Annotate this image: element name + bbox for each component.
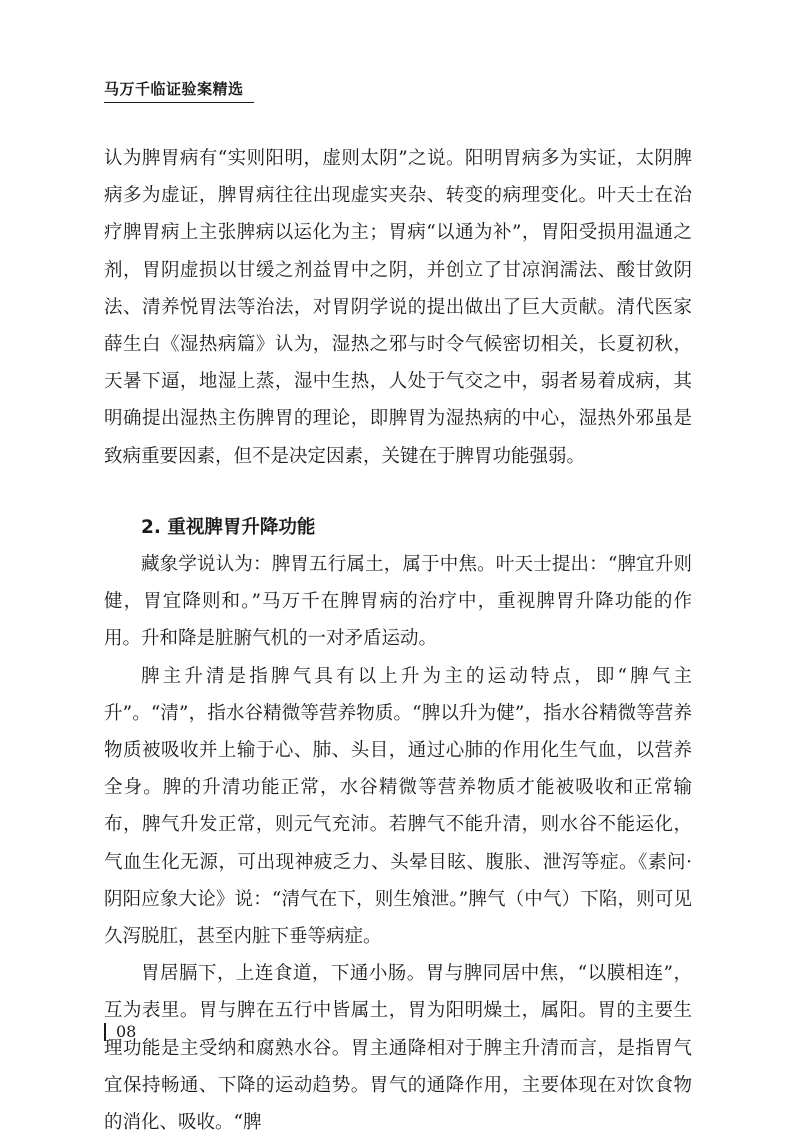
- page-body: [104, 140, 692, 1141]
- running-head-book-title: 马万千临证验案精选: [104, 78, 254, 103]
- paragraph-continued: 认为脾胃病有“实则阳明，虚则太阴”之说。阳明胃病多为实证，太阴脾病多为虚证，脾胃病往往出现虚实夹杂、转变的病理变化。叶天士在治疗脾胃病上主张脾病以运化为主；胃病“以通为补”，胃阳受损用温通之剂，胃阴虚损以甘缓之剂益胃中之阴，并创立了甘凉润濡法、酸甘敛阴法、清养悦胃法等治法，对胃阴学说的提出做出了巨大贡献。清代医家薛生白《湿热病篇》认为，湿热之邪与时令气候密切相关，长夏初秋，天暑下逼，地湿上蒸，湿中生热，人处于气交之中，弱者易着成病，其明确提出湿热主伤脾胃的理论，即脾胃为湿热病的中心，湿热外邪虽是致病重要因素，但不是决定因素，关键在于脾胃功能强弱。: [104, 148, 692, 467]
- paragraph-spleen-ascending: 脾主升清是指脾气具有以上升为主的运动特点，即“脾气主升”。“清”，指水谷精微等营养物质。“脾以升为健”，指水谷精微等营养物质被吸收并上输于心、肺、头目，通过心肺的作用化生气血，以营养全身。脾的升清功能正常，水谷精微等营养物质才能被吸收和正常输布，脾气升发正常，则元气充沛。若脾气不能升清，则水谷不能运化，气血生化无源，可出现神疲乏力、头晕目眩、腹胀、泄泻等症。《素问·阴阳应象大论》说：“清气在下，则生飧泄。”脾气（中气）下陷，则可见久泻脱肛，甚至内脏下垂等病症。: [104, 665, 692, 948]
- section-heading: 2. 重视脾胃升降功能: [141, 516, 316, 538]
- page-number: 08: [104, 1023, 136, 1041]
- paragraph-stomach-descending: 胃居膈下，上连食道，下通小肠。胃与脾同居中焦，“以膜相连”，互为表里。胃与脾在五行中皆属土，胃为阳明燥土，属阳。胃的主要生理功能是主受纳和腐熟水谷。胃主通降相对于脾主升清而言，是指胃气宜保持畅通、下降的运动趋势。胃气的通降作用，主要体现在对饮食物的消化、吸收。“脾: [104, 963, 692, 1134]
- paragraph-zangxiang: 藏象学说认为：脾胃五行属土，属于中焦。叶天士提出：“脾宜升则健，胃宜降则和。”马万千在脾胃病的治疗中，重视脾胃升降功能的作用。升和降是脏腑气机的一对矛盾运动。: [104, 554, 692, 650]
